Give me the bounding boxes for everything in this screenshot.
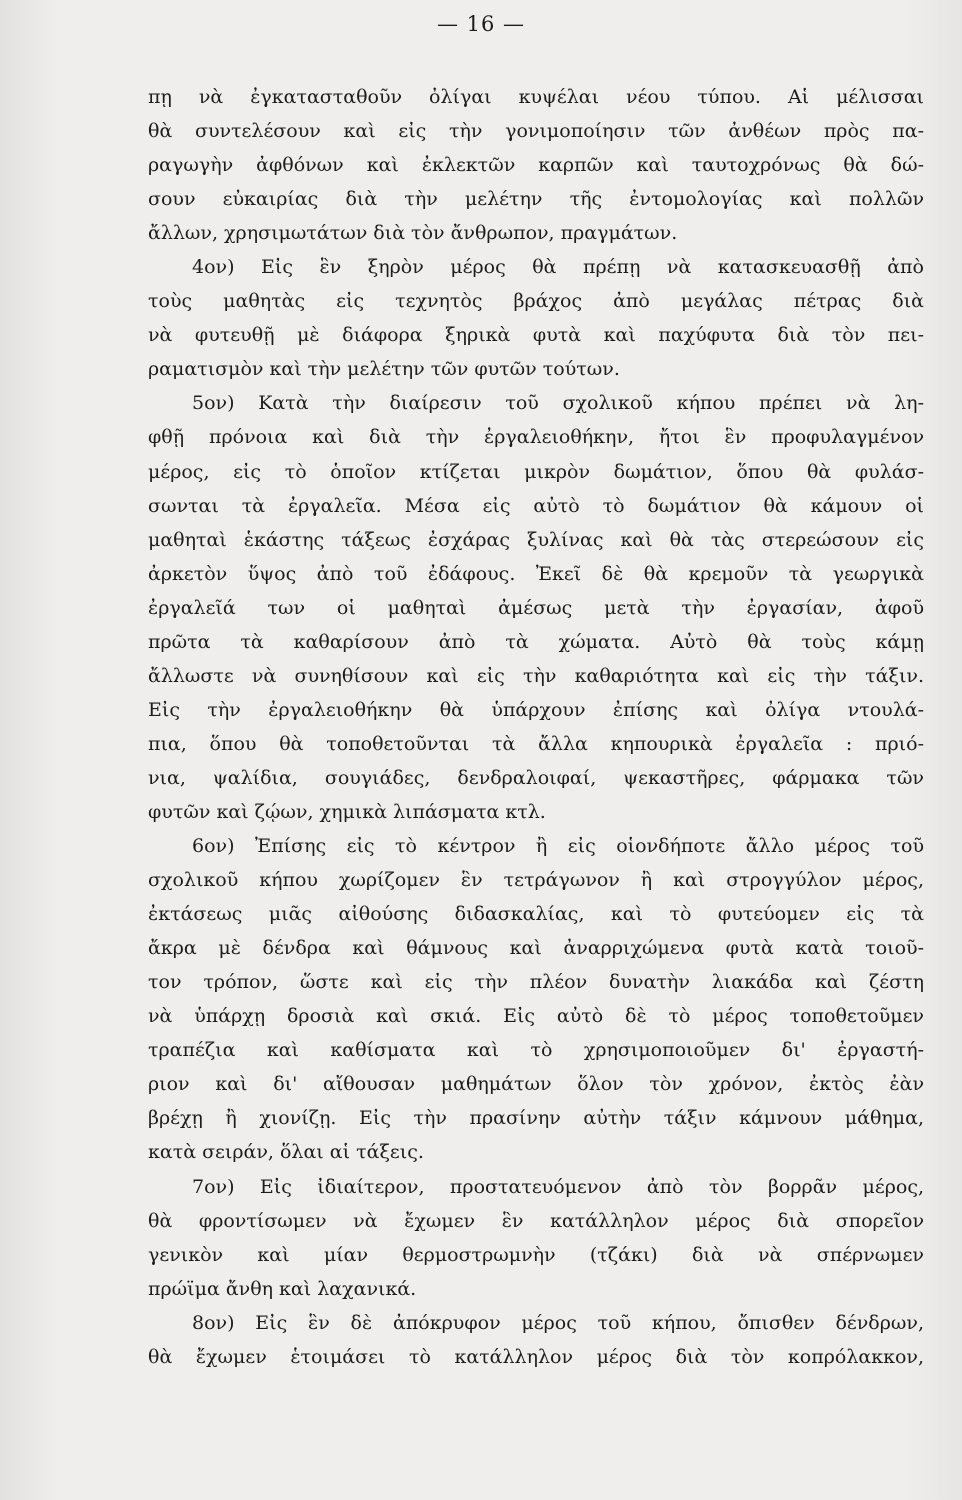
text-line: 6ον) Ἐπίσης εἰς τὸ κέντρον ἢ εἰς οἱονδήποτε ἄλλο μέρος τοῦ (192, 835, 924, 858)
page-number: — 16 — (436, 12, 526, 36)
text-line: πρώϊμα ἄνθη καὶ λαχανικά. (148, 1277, 417, 1300)
text-line: σωνται τὰ ἐργαλεῖα. Μέσα εἰς αὐτὸ τὸ δωμάτιον θὰ κάμουν οἱ (148, 494, 924, 517)
text-line: 4ον) Εἰς ἓν ξηρὸν μέρος θὰ πρέπῃ νὰ κατασκευασθῇ ἀπὸ (192, 256, 924, 279)
text-line: νια, ψαλίδια, σουγιάδες, δενδραλοιφαί, ψεκαστῆρες, φάρμακα τῶν (148, 766, 924, 789)
text-line: κατὰ σειράν, ὅλαι αἱ τάξεις. (148, 1141, 424, 1164)
text-line: θὰ φροντίσωμεν νὰ ἔχωμεν ἓν κατάλληλον μέρος διὰ σπορεῖον (148, 1209, 924, 1232)
text-line: ριον καὶ δι' αἴθουσαν μαθημάτων ὅλον τὸν χρόνον, ἐκτὸς ἐὰν (148, 1073, 924, 1096)
text-line: 5ον) Κατὰ τὴν διαίρεσιν τοῦ σχολικοῦ κήπου πρέπει νὰ λη- (192, 392, 924, 415)
text-line: σουν εὐκαιρίας διὰ τὴν μελέτην τῆς ἐντομολογίας καὶ πολλῶν (148, 188, 924, 211)
text-line: ραγωγὴν ἀφθόνων καὶ ἐκλεκτῶν καρπῶν καὶ ταυτοχρόνως θὰ δώ- (148, 154, 924, 177)
text-line: φυτῶν καὶ ζῴων, χημικὰ λιπάσματα κτλ. (148, 800, 546, 823)
text-line: πια, ὅπου θὰ τοποθετοῦνται τὰ ἄλλα κηπουρικὰ ἐργαλεῖα : πριό- (148, 732, 924, 755)
text-line: 7ον) Εἰς ἰδιαίτερον, προστατευόμενον ἀπὸ τὸν βορρᾶν μέρος, (192, 1175, 924, 1198)
text-line: θὰ συντελέσουν καὶ εἰς τὴν γονιμοποίησιν τῶν ἀνθέων πρὸς πα- (148, 120, 924, 143)
body-text (148, 80, 924, 1374)
text-line: Εἰς τὴν ἐργαλειοθήκην θὰ ὑπάρχουν ἐπίσης καὶ ὀλίγα ντουλά- (148, 698, 924, 721)
text-line: τοὺς μαθητὰς εἰς τεχνητὸς βράχος ἀπὸ μεγάλας πέτρας διὰ (148, 290, 924, 313)
text-line: ἀρκετὸν ὕψος ἀπὸ τοῦ ἐδάφους. Ἐκεῖ δὲ θὰ κρεμοῦν τὰ γεωργικὰ (148, 562, 924, 585)
text-line: ἄκρα μὲ δένδρα καὶ θάμνους καὶ ἀναρριχώμενα φυτὰ κατὰ τοιοῦ- (148, 937, 924, 960)
text-line: ἄλλων, χρησιμωτάτων διὰ τὸν ἄνθρωπον, πραγμάτων. (148, 222, 678, 245)
text-line: ἐργαλεῖά των οἱ μαθηταὶ ἀμέσως μετὰ τὴν ἐργασίαν, ἀφοῦ (148, 596, 924, 619)
text-line: σχολικοῦ κήπου χωρίζομεν ἓν τετράγωνον ἢ καὶ στρογγύλον μέρος, (148, 869, 924, 892)
text-line: νὰ ὑπάρχῃ δροσιὰ καὶ σκιά. Εἰς αὐτὸ δὲ τὸ μέρος τοποθετοῦμεν (148, 1005, 924, 1028)
text-line: νὰ φυτευθῇ μὲ διάφορα ξηρικὰ φυτὰ καὶ παχύφυτα διὰ τὸν πει- (148, 324, 924, 347)
text-line: πρῶτα τὰ καθαρίσουν ἀπὸ τὰ χώματα. Αὐτὸ θὰ τοὺς κάμῃ (148, 630, 924, 653)
text-line: ἄλλωστε νὰ συνηθίσουν καὶ εἰς τὴν καθαριότητα καὶ εἰς τὴν τάξιν. (148, 664, 924, 687)
text-line: βρέχῃ ἢ χιονίζῃ. Εἰς τὴν πρασίνην αὐτὴν τάξιν κάμνουν μάθημα, (148, 1107, 924, 1130)
text-line: μαθηταὶ ἑκάστης τάξεως ἐσχάρας ξυλίνας καὶ θὰ τὰς στερεώσουν εἰς (148, 528, 924, 551)
text-line: τον τρόπον, ὥστε καὶ εἰς τὴν πλέον δυνατὴν λιακάδα καὶ ζέστη (148, 971, 924, 994)
text-line: τραπέζια καὶ καθίσματα καὶ τὸ χρησιμοποιοῦμεν δι' ἐργαστή- (148, 1039, 924, 1062)
text-line: θὰ ἔχωμεν ἑτοιμάσει τὸ κατάλληλον μέρος διὰ τὸν κοπρόλακκον, (148, 1345, 924, 1368)
text-line: γενικὸν καὶ μίαν θερμοστρωμνὴν (τζάκι) διὰ νὰ σπέρνωμεν (148, 1243, 924, 1266)
text-line: ραματισμὸν καὶ τὴν μελέτην τῶν φυτῶν τούτων. (148, 358, 620, 381)
text-line: 8ον) Εἰς ἓν δὲ ἀπόκρυφον μέρος τοῦ κήπου, ὄπισθεν δένδρων, (192, 1311, 924, 1334)
text-line: πῃ νὰ ἐγκατασταθοῦν ὀλίγαι κυψέλαι νέου τύπου. Αἱ μέλισσαι (148, 86, 924, 108)
text-line: ἐκτάσεως μιᾶς αἰθούσης διδασκαλίας, καὶ τὸ φυτεύομεν εἰς τὰ (148, 903, 924, 926)
text-line: μέρος, εἰς τὸ ὁποῖον κτίζεται μικρὸν δωμάτιον, ὅπου θὰ φυλάσ- (148, 460, 924, 483)
text-line: φθῇ πρόνοια καὶ διὰ τὴν ἐργαλειοθήκην, ἤτοι ἓν προφυλαγμένον (148, 426, 924, 449)
